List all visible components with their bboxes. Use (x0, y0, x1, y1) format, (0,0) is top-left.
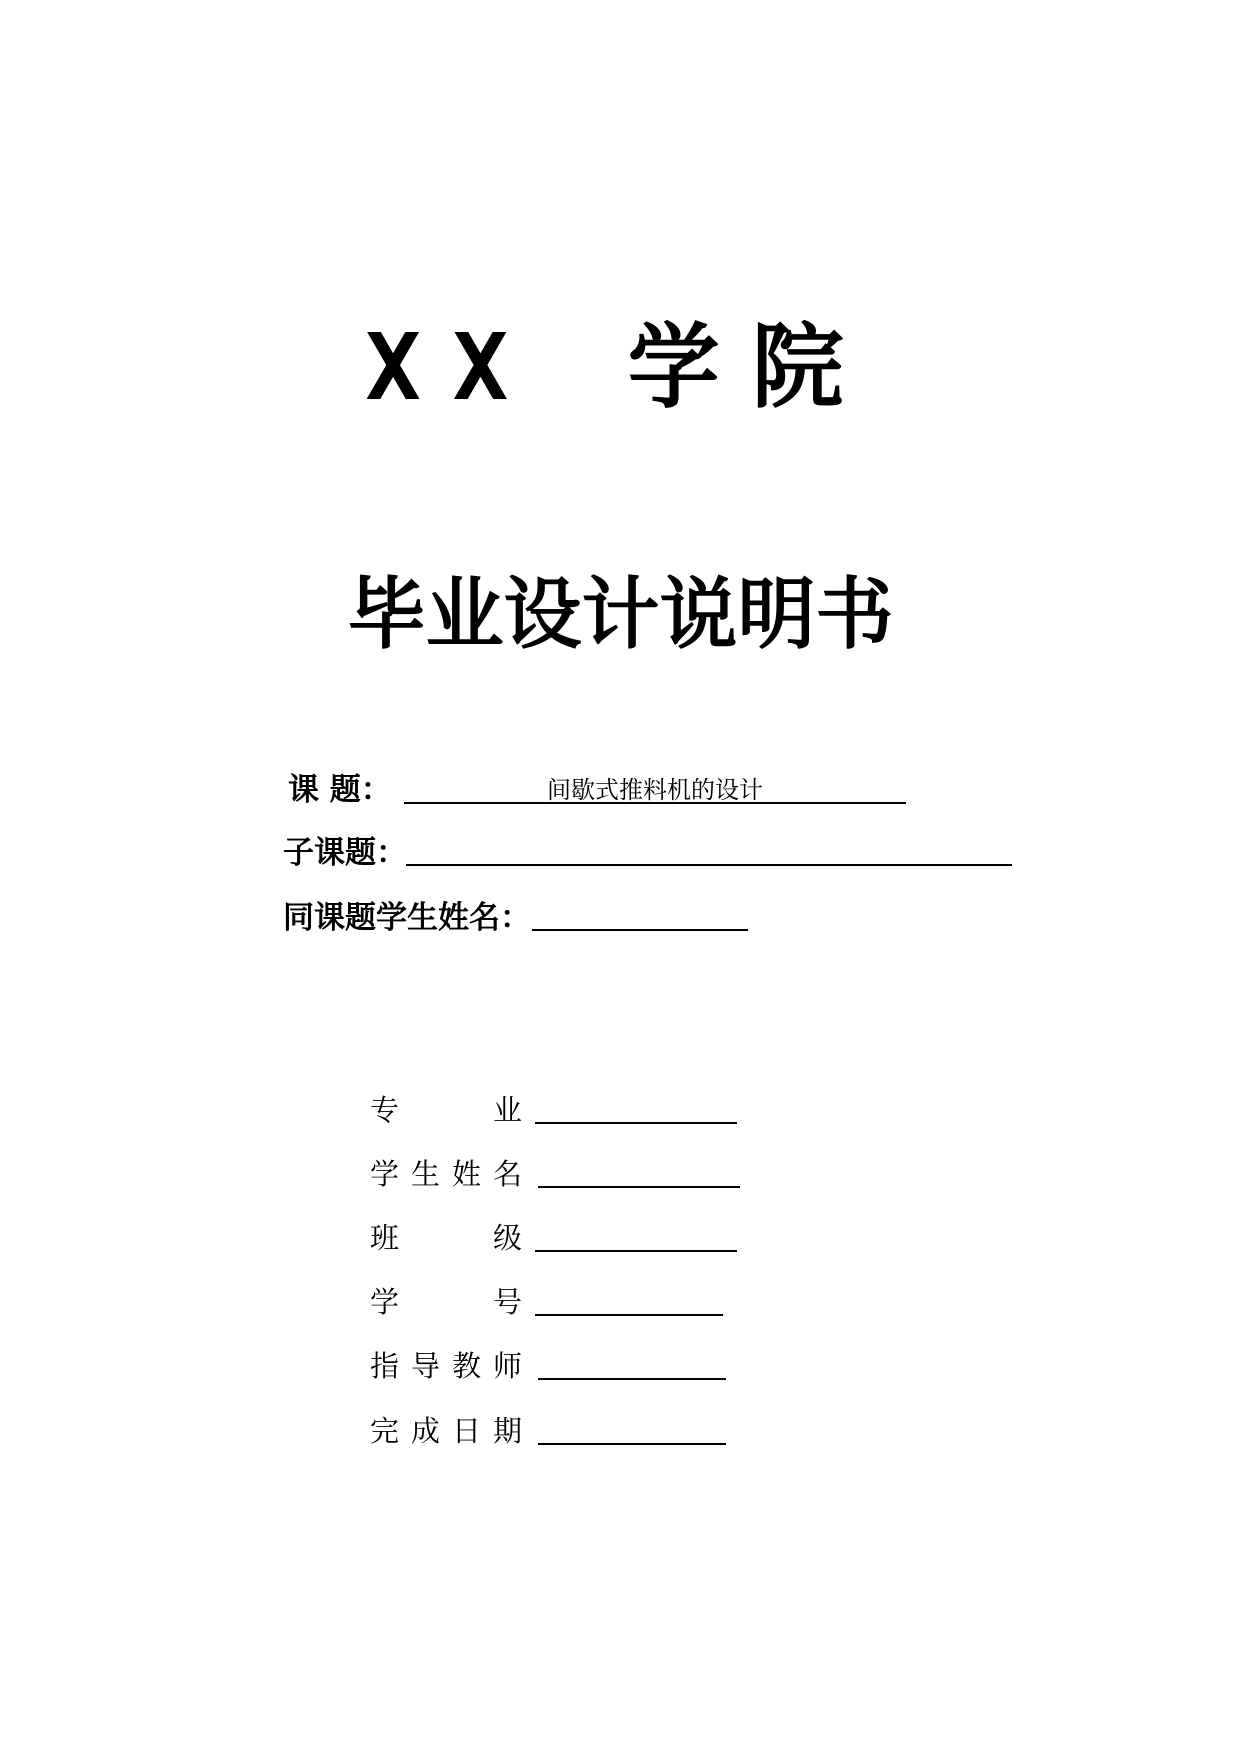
advisor-label-char: 师 (493, 1349, 523, 1383)
major-underline (535, 1122, 737, 1124)
subtopic-underline (406, 864, 1012, 866)
classmates-label: 同课题学生姓名： (283, 900, 531, 936)
classmates-underline (532, 929, 748, 931)
document-title: 毕业设计说明书 (347, 570, 894, 660)
topic-label: 课 题： (288, 772, 392, 808)
college-name: XX 学院 (365, 314, 876, 421)
class-label-char: 班 (370, 1221, 400, 1255)
advisor-label-char: 教 (452, 1349, 482, 1383)
class-label-char: 级 (493, 1221, 523, 1255)
student-name-label-char: 学 (370, 1157, 400, 1191)
student-name-label-char: 生 (411, 1157, 441, 1191)
student-name-label-char: 姓 (452, 1157, 482, 1191)
advisor-underline (538, 1378, 726, 1380)
completion-date-label-char: 期 (493, 1414, 523, 1448)
subtopic-label: 子课题： (283, 835, 407, 871)
student-id-label-char: 号 (493, 1285, 523, 1319)
completion-date-label-char: 日 (452, 1414, 482, 1448)
major-label-char: 专 (370, 1093, 400, 1127)
student-id-underline (535, 1314, 723, 1316)
completion-date-label-char: 成 (411, 1414, 441, 1448)
major-label-char: 业 (493, 1093, 523, 1127)
completion-date-underline (538, 1443, 726, 1445)
topic-value[interactable]: 间歇式推料机的设计 (547, 776, 763, 804)
completion-date-label-char: 完 (370, 1414, 400, 1448)
advisor-label-char: 指 (370, 1349, 400, 1383)
class-underline (535, 1250, 737, 1252)
student-name-label-char: 名 (493, 1157, 523, 1191)
advisor-label-char: 导 (411, 1349, 441, 1383)
student-id-label-char: 学 (370, 1285, 400, 1319)
student-name-underline (538, 1186, 740, 1188)
